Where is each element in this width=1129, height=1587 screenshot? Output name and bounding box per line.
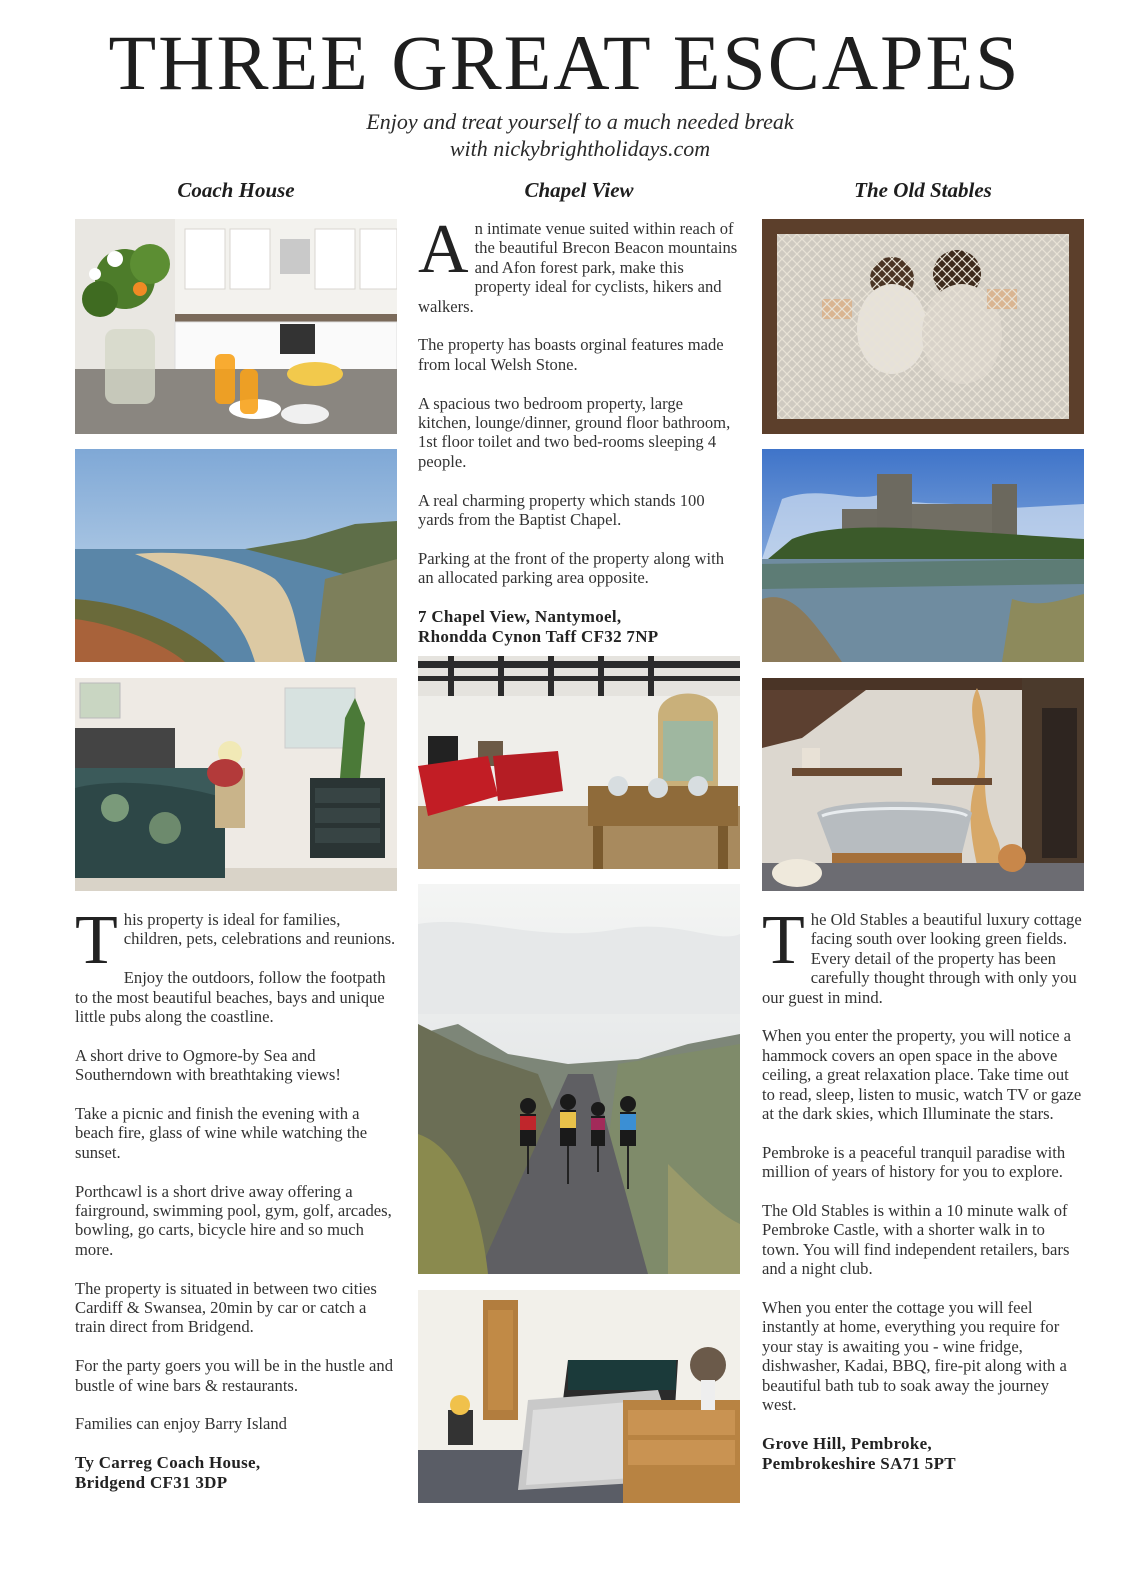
pembroke-castle-photo	[762, 449, 1084, 662]
double-bedroom-photo	[418, 1290, 740, 1503]
stables-dropcap: T	[762, 902, 805, 979]
coach-paragraph: Porthcawl is a short drive away offering a fairground, swimming pool, gym, golf, arcades, bowling, go carts, bicycle hire and so much more.	[75, 1181, 392, 1259]
coach-dropcap: T	[75, 902, 118, 979]
stables-paragraph: The Old Stables is within a 10 minute walk of Pembroke Castle, with a shorter walk in to town. You will find independent retailers, bars and a night club.	[762, 1201, 1070, 1279]
coach-paragraph: Families can enjoy Barry Island	[75, 1414, 287, 1434]
beach-photo	[75, 449, 397, 662]
stables-paragraph: When you enter the cottage you will feel instantly at home, everything you require for your stay is awaiting you - wine fridge, dishwasher, Kadai, BBQ, fire-pit along with a beautiful bath tub to soak away the journey west.	[762, 1298, 1067, 1415]
bathtub-photo	[762, 678, 1084, 891]
page-title: THREE GREAT ESCAPES	[108, 19, 1021, 106]
old-stables-description	[762, 902, 1084, 1474]
stables-address: Grove Hill, Pembroke, Pembrokeshire SA71 5PT	[762, 1433, 956, 1473]
coach-paragraph: Enjoy the outdoors, follow the footpath to the most beautiful beaches, bays and unique little pubs along the coastline.	[75, 968, 386, 1027]
coach-house-description	[75, 902, 397, 1493]
coach-paragraph: A short drive to Ogmore-by Sea and Southerndown with breathtaking views!	[75, 1045, 341, 1085]
kitchen-photo	[75, 219, 397, 434]
chapel-dropcap: A	[418, 211, 469, 288]
stables-paragraph: Pembroke is a peaceful tranquil paradise with million of years of history for you to explore.	[762, 1142, 1066, 1182]
chapel-paragraph: A real charming property which stands 100 yards from the Baptist Chapel.	[418, 490, 705, 530]
subtitle-line-2: with nickybrightholidays.com	[449, 136, 711, 161]
coach-paragraph: The property is situated in between two cities Cardiff & Swansea, 20min by car or catch a train direct from Bridgend.	[75, 1278, 377, 1337]
stables-paragraph: When you enter the property, you will notice a hammock covers an open space in the above ceiling, a great relaxation place. Take time out to read, sleep, listen to music, watch TV or gaze at the dark skies, which Illuminate the stars.	[762, 1026, 1082, 1124]
chapel-intro: An intimate venue suited within reach of the beautiful Brecon Beacon mountains and Afon forest park, make this property ideal for cyclists, hikers and walkers.	[418, 211, 738, 316]
subtitle-line-1: Enjoy and treat yourself to a much needed break	[366, 109, 794, 134]
hammock-photo	[762, 219, 1084, 434]
coach-paragraph: Take a picnic and finish the evening with a beach fire, glass of wine while watching the sunset.	[75, 1104, 368, 1162]
chapel-view-description	[418, 211, 740, 647]
coach-intro: This property is ideal for families, children, pets, celebrations and reunions.	[75, 902, 396, 979]
chapel-address: 7 Chapel View, Nantymoel, Rhondda Cynon Taff CF32 7NP	[418, 607, 659, 647]
heading-coach-house: Coach House	[177, 178, 295, 202]
heading-old-stables: The Old Stables	[854, 178, 992, 202]
coach-paragraph: For the party goers you will be in the hustle and bustle of wine bars & restaurants.	[75, 1356, 393, 1395]
stables-intro: The Old Stables a beautiful luxury cottage facing south over looking green fields. Every detail of the property has been carefully thought through with only you our guest in mind.	[762, 902, 1082, 1007]
chapel-paragraph: A spacious two bedroom property, large kitchen, lounge/dinner, ground floor bathroom, 1st floor toilet and two bed-rooms sleeping 4 people.	[418, 393, 731, 471]
coach-address: Ty Carreg Coach House, Bridgend CF31 3DP	[75, 1453, 261, 1493]
page-subtitle	[0, 108, 1129, 162]
living-room-photo	[418, 656, 740, 869]
chapel-paragraph: Parking at the front of the property along with an allocated parking area opposite.	[418, 548, 724, 588]
heading-chapel-view: Chapel View	[524, 178, 634, 202]
bedroom-photo	[75, 678, 397, 891]
chapel-paragraph: The property has boasts orginal features made from local Welsh Stone.	[418, 335, 724, 374]
cyclists-photo	[418, 884, 740, 1274]
